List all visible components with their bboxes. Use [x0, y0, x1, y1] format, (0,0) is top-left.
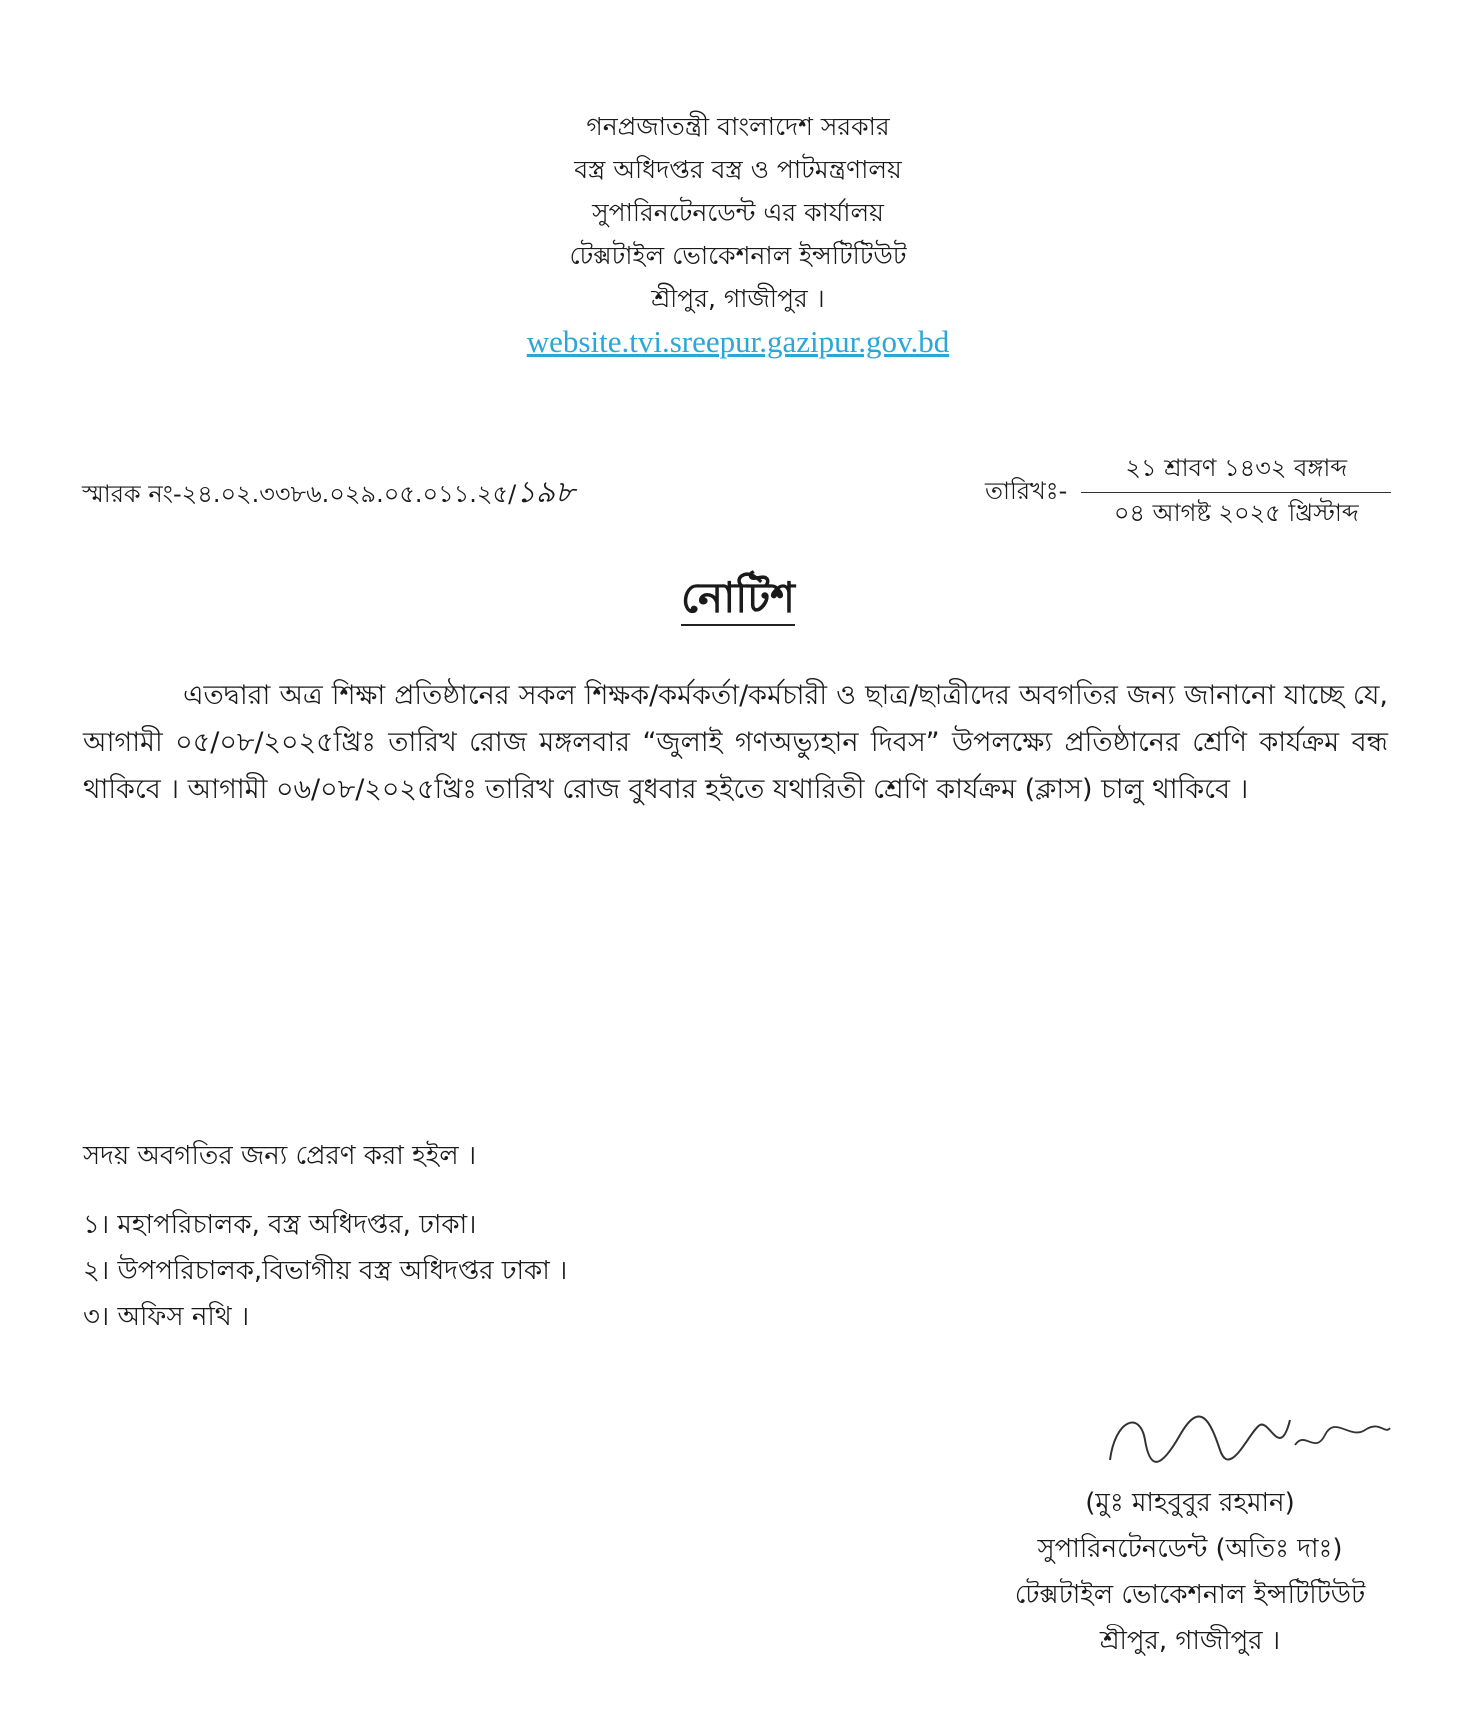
date-label: তারিখঃ- [985, 476, 1068, 505]
signature-icon [1100, 1400, 1400, 1480]
signer-designation: সুপারিনটেনডেন্ট (অতিঃ দাঃ) [1037, 1534, 1343, 1564]
memo-number-text: স্মারক নং-২৪.০২.৩৩৮৬.০২৯.০৫.০১১.২৫/ [82, 480, 517, 508]
notice-body: এতদ্বারা অত্র শিক্ষা প্রতিষ্ঠানের সকল শিক্ষক/কর্মকর্তা/কর্মচারী ও ছাত্র/ছাত্রীদের অবগতির জন্য জানানো যাচ্ছে যে, আগামী ০৫/০৮/২০২৫খ্রিঃ তারিখ রোজ মঙ্গলবার “জুলাই গণঅভ্যুহান দিবস” উপলক্ষ্যে প্রতিষ্ঠানের শ্রেণি কার্যক্রম বন্ধ থাকিবে । আগামী ০৬/০৮/২০২৫খ্রিঃ তারিখ রোজ বুধবার হইতে যথারিতী শ্রেণি কার্যক্রম (ক্লাস) চালু থাকিবে । [83, 680, 1388, 805]
location-line: শ্রীপুর, গাজীপুর । [651, 284, 825, 313]
govt-line: গনপ্রজাতন্ত্রী বাংলাদেশ সরকার [586, 112, 890, 141]
date-bangla: ২১ শ্রাবণ ১৪৩২ বঙ্গাব্দ [1081, 448, 1391, 493]
signer-name: (মুঃ মাহবুবুর রহমান) [1085, 1488, 1295, 1518]
website-link[interactable]: website.tvi.sreepur.gazipur.gov.bd [526, 324, 950, 359]
date-block [985, 448, 1391, 537]
signer-institute: টেক্সটাইল ভোকেশনাল ইন্সটিটিউট [1014, 1580, 1366, 1610]
forward-line: সদয় অবগতির জন্য প্রেরণ করা হইল । [83, 1141, 477, 1171]
signer-location: শ্রীপুর, গাজীপুর । [1099, 1626, 1281, 1656]
date-english: ০৪ আগষ্ট ২০২৫ খ্রিস্টাব্দ [1113, 499, 1359, 527]
list-item: ৩। অফিস নথি । [83, 1302, 250, 1332]
ministry-line: বস্ত্র অধিদপ্তর বস্ত্র ও পাটমন্ত্রণালয় [574, 155, 902, 184]
recipient-list [83, 1202, 567, 1340]
memo-handwritten-number: ১৯৮ [516, 475, 575, 510]
institute-line: টেক্সটাইল ভোকেশনাল ইন্সটিটিউট [569, 241, 907, 270]
notice-title [0, 565, 1476, 636]
list-item: ২। উপপরিচালক,বিভাগীয় বস্ত্র অধিদপ্তর ঢাকা । [83, 1256, 568, 1286]
letterhead [0, 105, 1476, 365]
memo-number [82, 468, 575, 519]
notice-title-text: নোটিশ [681, 573, 795, 626]
list-item: ১। মহাপরিচালক, বস্ত্র অধিদপ্তর, ঢাকা। [83, 1210, 477, 1240]
signature-block [960, 1480, 1420, 1664]
office-line: সুপারিনটেনডেন্ট এর কার্যালয় [592, 198, 884, 227]
